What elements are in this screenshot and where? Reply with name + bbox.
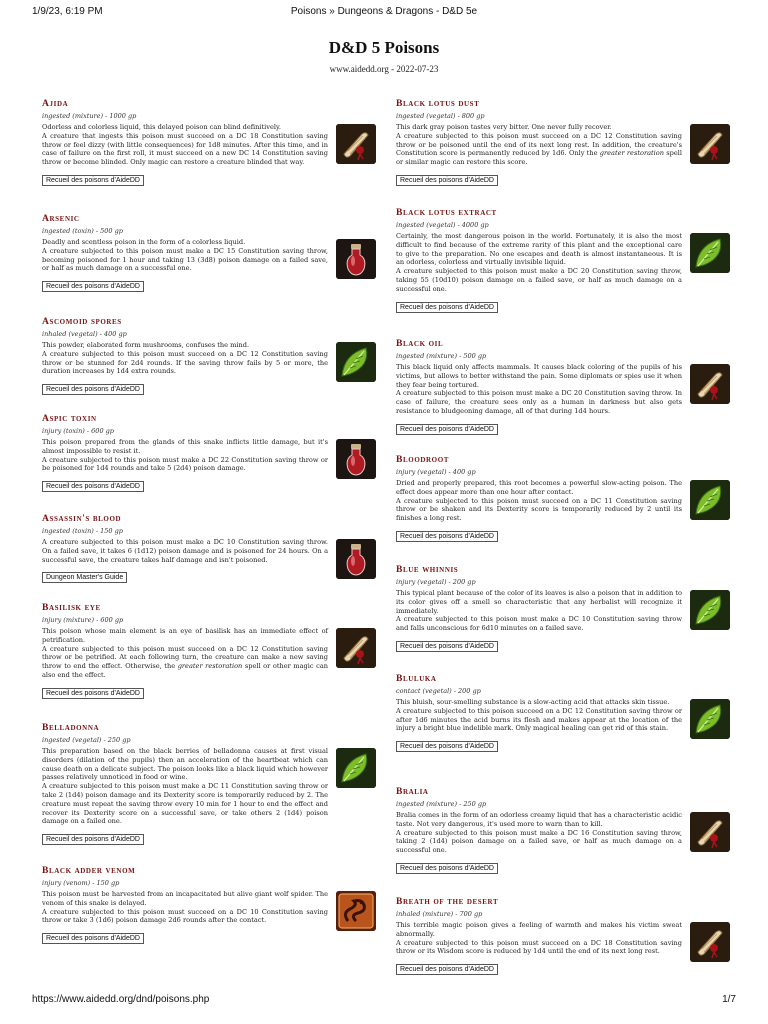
source-button[interactable]: Recueil des poisons d'AideDD [42, 384, 144, 395]
print-footer [32, 994, 736, 1008]
poison-description: Bralia comes in the form of an odorless creamy liquid that has a characteristic acidic taste. Not very dangerous, it's used more to warn than to kill. A creature subjected to this poison must make a DC 16 Constitution saving throw, taking 2 (1d4) poison damage on a failed save, or half as much damage on a successful one. [396, 811, 682, 855]
source-button[interactable]: Recueil des poisons d'AideDD [396, 741, 498, 752]
source-button[interactable]: Recueil des poisons d'AideDD [396, 531, 498, 542]
vial-icon [336, 539, 376, 579]
poison-meta: ingested (mixture) - 250 gp [396, 800, 487, 808]
print-url: https://www.aidedd.org/dnd/poisons.php [32, 994, 210, 1005]
print-header [32, 6, 736, 20]
poison-name: Black lotus extract [396, 207, 497, 218]
source-button[interactable]: Dungeon Master's Guide [42, 572, 127, 583]
poison-name: Bloodroot [396, 454, 450, 465]
poison-meta: ingested (vegetal) - 4000 gp [396, 221, 489, 229]
print-datetime: 1/9/23, 6:19 PM [32, 6, 103, 17]
poison-description: This poison must be harvested from an incapacitated but alive giant wolf spider. The venom of this snake is delayed. A creature subjected to this poison must succeed on a DC 10 Constitution saving throw or take 3 (1d6) poison damage 2d6 rounds after the contact. [42, 890, 328, 925]
poison-entry-assassin-s-blood [42, 513, 378, 583]
source-button[interactable]: Recueil des poisons d'AideDD [42, 933, 144, 944]
poison-name: Blue whinnis [396, 564, 459, 575]
source-button[interactable]: Recueil des poisons d'AideDD [42, 175, 144, 186]
snake-icon [336, 891, 376, 931]
leaf-icon [336, 748, 376, 788]
poison-entry-black-lotus-dust [396, 98, 732, 186]
poison-name: Ajida [42, 98, 69, 109]
poison-meta: ingested (vegetal) - 250 gp [42, 736, 131, 744]
leaf-icon [336, 342, 376, 382]
poison-name: Assassin's blood [42, 513, 122, 524]
leaf-icon [690, 590, 730, 630]
source-button[interactable]: Recueil des poisons d'AideDD [396, 863, 498, 874]
poison-name: Breath of the desert [396, 896, 499, 907]
poison-name: Basilisk eye [42, 602, 101, 613]
poison-name: Black oil [396, 338, 444, 349]
poison-entry-belladonna [42, 722, 378, 845]
poison-meta: inhaled (mixture) - 700 gp [396, 910, 483, 918]
poison-description: Odorless and colorless liquid, this delayed poison can blind definitively. A creature that ingests this poison must succeed on a DC 18 Constitution saving throw or feel dizzy (with little consequences) for 1d8 minutes. After this time, and in case of failure on the first roll, it must succeed on a new DC 14 Constitution saving throw or become blinded. Only magic can restore a creature blinded that way. [42, 123, 328, 167]
print-page-number: 1/7 [722, 994, 736, 1005]
poison-entry-black-lotus-extract [396, 207, 732, 313]
poison-meta: ingested (vegetal) - 800 gp [396, 112, 485, 120]
poison-description: This black liquid only affects mammals. It causes black coloring of the pupils of his victims, but allows to better withstand the pain. Some diplomats or spies use it when they fear being tortured. A creature subjected to this poison must make a DC 20 Constitution saving throw. In case of failure, the creature sees only as a human in darkness but also gets resistance to bludgeoning damage, all of that during 1d4 hours. [396, 363, 682, 415]
poison-meta: ingested (mixture) - 1000 gp [42, 112, 137, 120]
poison-name: Bralia [396, 786, 429, 797]
page-title: D&D 5 Poisons [328, 38, 440, 57]
poison-name: Black lotus dust [396, 98, 480, 109]
poison-entry-aspic-toxin [42, 413, 378, 492]
poison-meta: injury (venom) - 150 gp [42, 879, 120, 887]
poison-meta: injury (toxin) - 600 gp [42, 427, 114, 435]
poison-description: This terrible magic poison gives a feeling of warmth and makes his victim sweat abnormally. A creature subjected to this poison must succeed on a DC 18 Constitution saving throw or its Wisdom score is reduced by 1d4 until the end of its next long rest. [396, 921, 682, 956]
leaf-icon [690, 699, 730, 739]
poison-entry-black-oil [396, 338, 732, 435]
poison-name: Ascomoid spores [42, 316, 122, 327]
poison-name: Bluluka [396, 673, 437, 684]
scroll-icon [690, 124, 730, 164]
poison-entry-bralia [396, 786, 732, 874]
scroll-icon [336, 628, 376, 668]
scroll-icon [690, 364, 730, 404]
poison-entry-arsenic [42, 213, 378, 292]
page-subtitle: www.aidedd.org - 2022-07-23 [329, 64, 439, 74]
leaf-icon [690, 233, 730, 273]
scroll-icon [690, 812, 730, 852]
poison-entry-ascomoid-spores [42, 316, 378, 395]
poison-description: A creature subjected to this poison must make a DC 10 Constitution saving throw. On a failed save, it takes 6 (1d12) poison damage and is poisoned for 24 hours. On a successful save, the creature takes half damage and isn't poisoned. [42, 538, 328, 564]
print-page-title: Poisons » Dungeons & Dragons - D&D 5e [290, 6, 478, 17]
source-button[interactable]: Recueil des poisons d'AideDD [42, 834, 144, 845]
poison-description: This dark gray poison tastes very bitter. One never fully recover. A creature subjected to this poison must succeed on a DC 12 Constitution saving throw or be poisoned until the end of its next long rest. In addition, the creature's Constitution score is permanently reduced by 1d6. Only the greater restoration spell or similar magic can restore this score. [396, 123, 682, 167]
poison-entry-blue-whinnis [396, 564, 732, 652]
source-button[interactable]: Recueil des poisons d'AideDD [396, 175, 498, 186]
source-button[interactable]: Recueil des poisons d'AideDD [396, 641, 498, 652]
poison-meta: ingested (toxin) - 150 gp [42, 527, 123, 535]
poison-meta: ingested (mixture) - 500 gp [396, 352, 487, 360]
poison-meta: ingested (toxin) - 500 gp [42, 227, 123, 235]
poison-name: Belladonna [42, 722, 100, 733]
poison-description: Dried and properly prepared, this root becomes a powerful slow-acting poison. The effect does appear more than one hour after contact. A creature subjected to this poison must succeed on a DC 11 Constitution saving throw or be shaken and its Dexterity score is temporarily reduced by 2 until its finishes a long rest. [396, 479, 682, 523]
leaf-icon [690, 480, 730, 520]
vial-icon [336, 439, 376, 479]
poison-name: Arsenic [42, 213, 80, 224]
scroll-icon [336, 124, 376, 164]
scroll-icon [690, 922, 730, 962]
poison-description: Certainly, the most dangerous poison in the world. Fortunately, it is also the most difficult to find because of the extreme rarity of this plant and the exceptional care to give to the preparation. No one escapes and death is almost instantaneous. It is an odorless, colorless and virtually invisible liquid. A creature subjected to this poison must make a DC 20 Constitution saving throw, taking 55 (10d10) poison damage on a failed save, or half as much damage on a successful one. [396, 232, 682, 293]
poison-description: This powder, elaborated form mushrooms, confuses the mind. A creature subjected to this poison must succeed on a DC 12 Constitution saving throw or be stunned for 2d4 rounds. If the saving throw fails by 5 or more, the duration increases by 1d4 extra rounds. [42, 341, 328, 376]
source-button[interactable]: Recueil des poisons d'AideDD [396, 424, 498, 435]
source-button[interactable]: Recueil des poisons d'AideDD [396, 302, 498, 313]
poison-entry-black-adder-venom [42, 865, 378, 944]
poison-description: This typical plant because of the color of its leaves is also a poison that in addition to its color gives off a smell so characteristic that any herbalist will recognize it immediately. A creature subjected to this poison must make a DC 10 Constitution saving throw and falls unconscious for 6d10 minutes on a failed save. [396, 589, 682, 633]
poison-entry-breath-of-the-desert [396, 896, 732, 975]
poison-entry-bloodroot [396, 454, 732, 542]
poison-entry-basilisk-eye [42, 602, 378, 699]
poison-entry-bluluka [396, 673, 732, 752]
poison-meta: injury (mixture) - 600 gp [42, 616, 124, 624]
vial-icon [336, 239, 376, 279]
poison-meta: contact (vegetal) - 200 gp [396, 687, 481, 695]
poison-description: This preparation based on the black berries of belladonna causes at first visual disorders (dilation of the pupils) then an acceleration of the heartbeat which can cause death on a delicate subject. The poison looks like a black liquid which however passes relatively unnoticed in food or wine. A creature subjected to this poison must make a DC 11 Constitution saving throw or take 2 (1d4) poison damage and its Dexterity score is temporarily reduced by 2. The creature must repeat the saving throw every 10 min for 1 hour to end the effect and recover its Dexterity score on a successful save, or take others 2 (1d4) poison damage on a failed one. [42, 747, 328, 826]
poison-meta: injury (vegetal) - 200 gp [396, 578, 476, 586]
poison-description: This bluish, sour-smelling substance is a slow-acting acid that attacks skin tissue. A creature subjected to this poison succeed on a DC 12 Constitution saving throw or after 1d6 minutes the acid burns its flesh and makes appear at the location of the injury a bright blue indelible mark. Only magical healing can get rid of this stain. [396, 698, 682, 733]
poison-meta: injury (vegetal) - 400 gp [396, 468, 476, 476]
poison-name: Aspic toxin [42, 413, 97, 424]
poison-name: Black adder venom [42, 865, 136, 876]
source-button[interactable]: Recueil des poisons d'AideDD [396, 964, 498, 975]
source-button[interactable]: Recueil des poisons d'AideDD [42, 281, 144, 292]
poison-description: This poison prepared from the glands of this snake inflicts little damage, but it's almost impossible to resist it. A creature subjected to this poison must make a DC 22 Constitution saving throw or be poisoned for 1d4 rounds and take 5 (2d4) poison damage. [42, 438, 328, 473]
poison-description: This poison whose main element is an eye of basilisk has an immediate effect of petrification. A creature subjected to this poison must succeed on a DC 12 Constitution saving throw or be petrified. At each following turn, the creature can make a new saving throw to end the effect. Otherwise, the greater restoration spell or other magic can also end the effect. [42, 627, 329, 679]
source-button[interactable]: Recueil des poisons d'AideDD [42, 688, 144, 699]
poison-meta: inhaled (vegetal) - 400 gp [42, 330, 127, 338]
source-button[interactable]: Recueil des poisons d'AideDD [42, 481, 144, 492]
poison-entry-ajida [42, 98, 378, 186]
poison-description: Deadly and scentless poison in the form of a colorless liquid. A creature subjected to this poison must make a DC 15 Constitution saving throw, becoming poisoned for 1 hour and taking 13 (3d8) poison damage on a failed save, or half as much damage on a successful one. [42, 238, 328, 273]
